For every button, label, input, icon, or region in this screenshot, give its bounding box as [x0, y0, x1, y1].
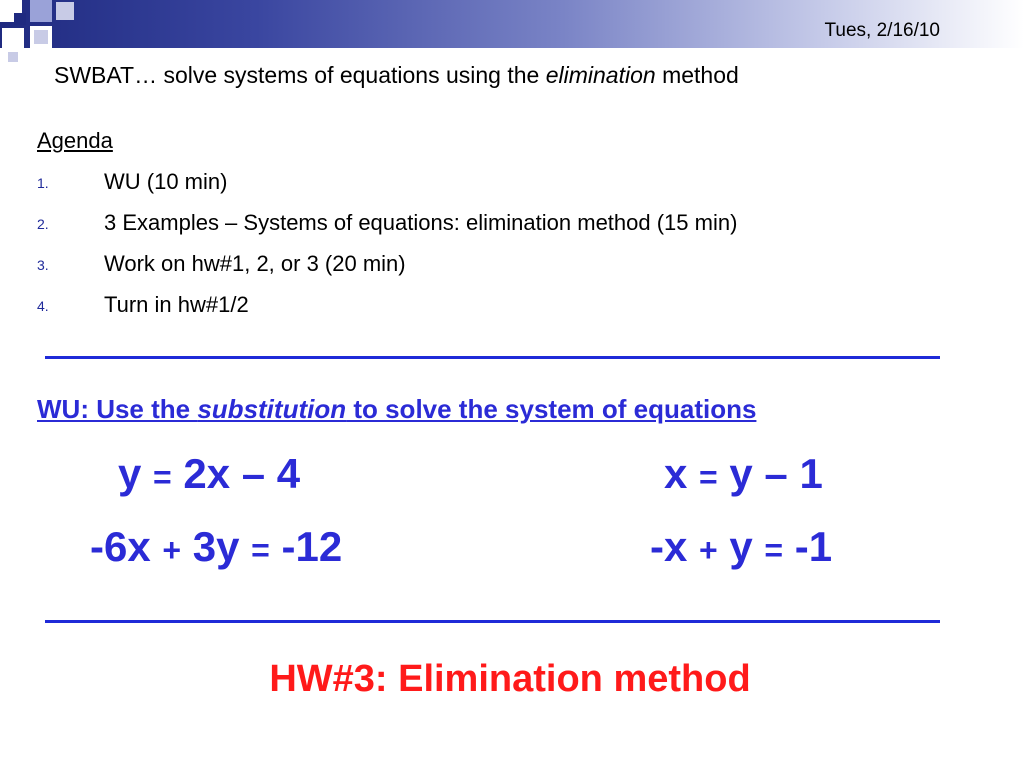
title-suffix: method — [655, 62, 739, 88]
eq-operator: + — [162, 532, 182, 568]
eq-operator: = — [251, 532, 270, 568]
logo-square — [2, 28, 24, 50]
list-item-text: 3 Examples – Systems of equations: elimination method (15 min) — [104, 210, 738, 235]
eq-term: -1 — [794, 523, 833, 570]
eq-term: y – 1 — [729, 450, 823, 497]
title-prefix: SWBAT… solve systems of equations using the — [54, 62, 546, 88]
list-item-text: Turn in hw#1/2 — [104, 292, 249, 317]
eq-term: x — [664, 450, 688, 497]
logo-square — [14, 13, 26, 25]
list-item-number: 1. — [37, 175, 49, 191]
homework-heading: HW#3: Elimination method — [269, 658, 751, 700]
eq-term: y — [118, 450, 142, 497]
title-emphasis: elimination — [545, 62, 656, 88]
eq-operator: + — [699, 532, 718, 568]
eq-term: -x — [650, 523, 688, 570]
logo-square — [8, 52, 18, 62]
slide-title — [54, 62, 739, 89]
list-item-text: WU (10 min) — [104, 169, 228, 194]
decorative-squares-logo — [0, 0, 80, 60]
divider-line-bottom — [45, 620, 940, 623]
eq-term: 2x – 4 — [183, 450, 301, 497]
header-divider — [0, 48, 1024, 50]
divider-line-top — [45, 356, 940, 359]
eq-term: 3y — [192, 523, 240, 570]
agenda-heading: Agenda — [37, 128, 113, 153]
eq-operator: = — [153, 459, 172, 495]
system2-equation1 — [664, 450, 823, 498]
list-item-text: Work on hw#1, 2, or 3 (20 min) — [104, 251, 406, 276]
warmup-heading — [37, 394, 756, 425]
warmup-heading-suffix: to solve the system of equations — [346, 394, 757, 424]
system2-equation2 — [650, 523, 832, 571]
slide-date: Tues, 2/16/10 — [824, 20, 940, 41]
system1-equation2 — [90, 523, 342, 571]
eq-term: y — [729, 523, 753, 570]
eq-term: -12 — [281, 523, 343, 570]
warmup-heading-emphasis: substitution — [197, 394, 347, 424]
system1-equation1 — [118, 450, 300, 498]
list-item-number: 4. — [37, 298, 49, 314]
logo-square — [30, 0, 52, 22]
eq-operator: = — [699, 459, 718, 495]
warmup-heading-prefix: WU: Use the — [37, 394, 198, 424]
eq-term: -6x — [90, 523, 151, 570]
list-item-number: 3. — [37, 257, 49, 273]
list-item-number: 2. — [37, 216, 49, 232]
logo-square — [56, 2, 74, 20]
eq-operator: = — [764, 532, 784, 568]
logo-square — [34, 30, 48, 44]
